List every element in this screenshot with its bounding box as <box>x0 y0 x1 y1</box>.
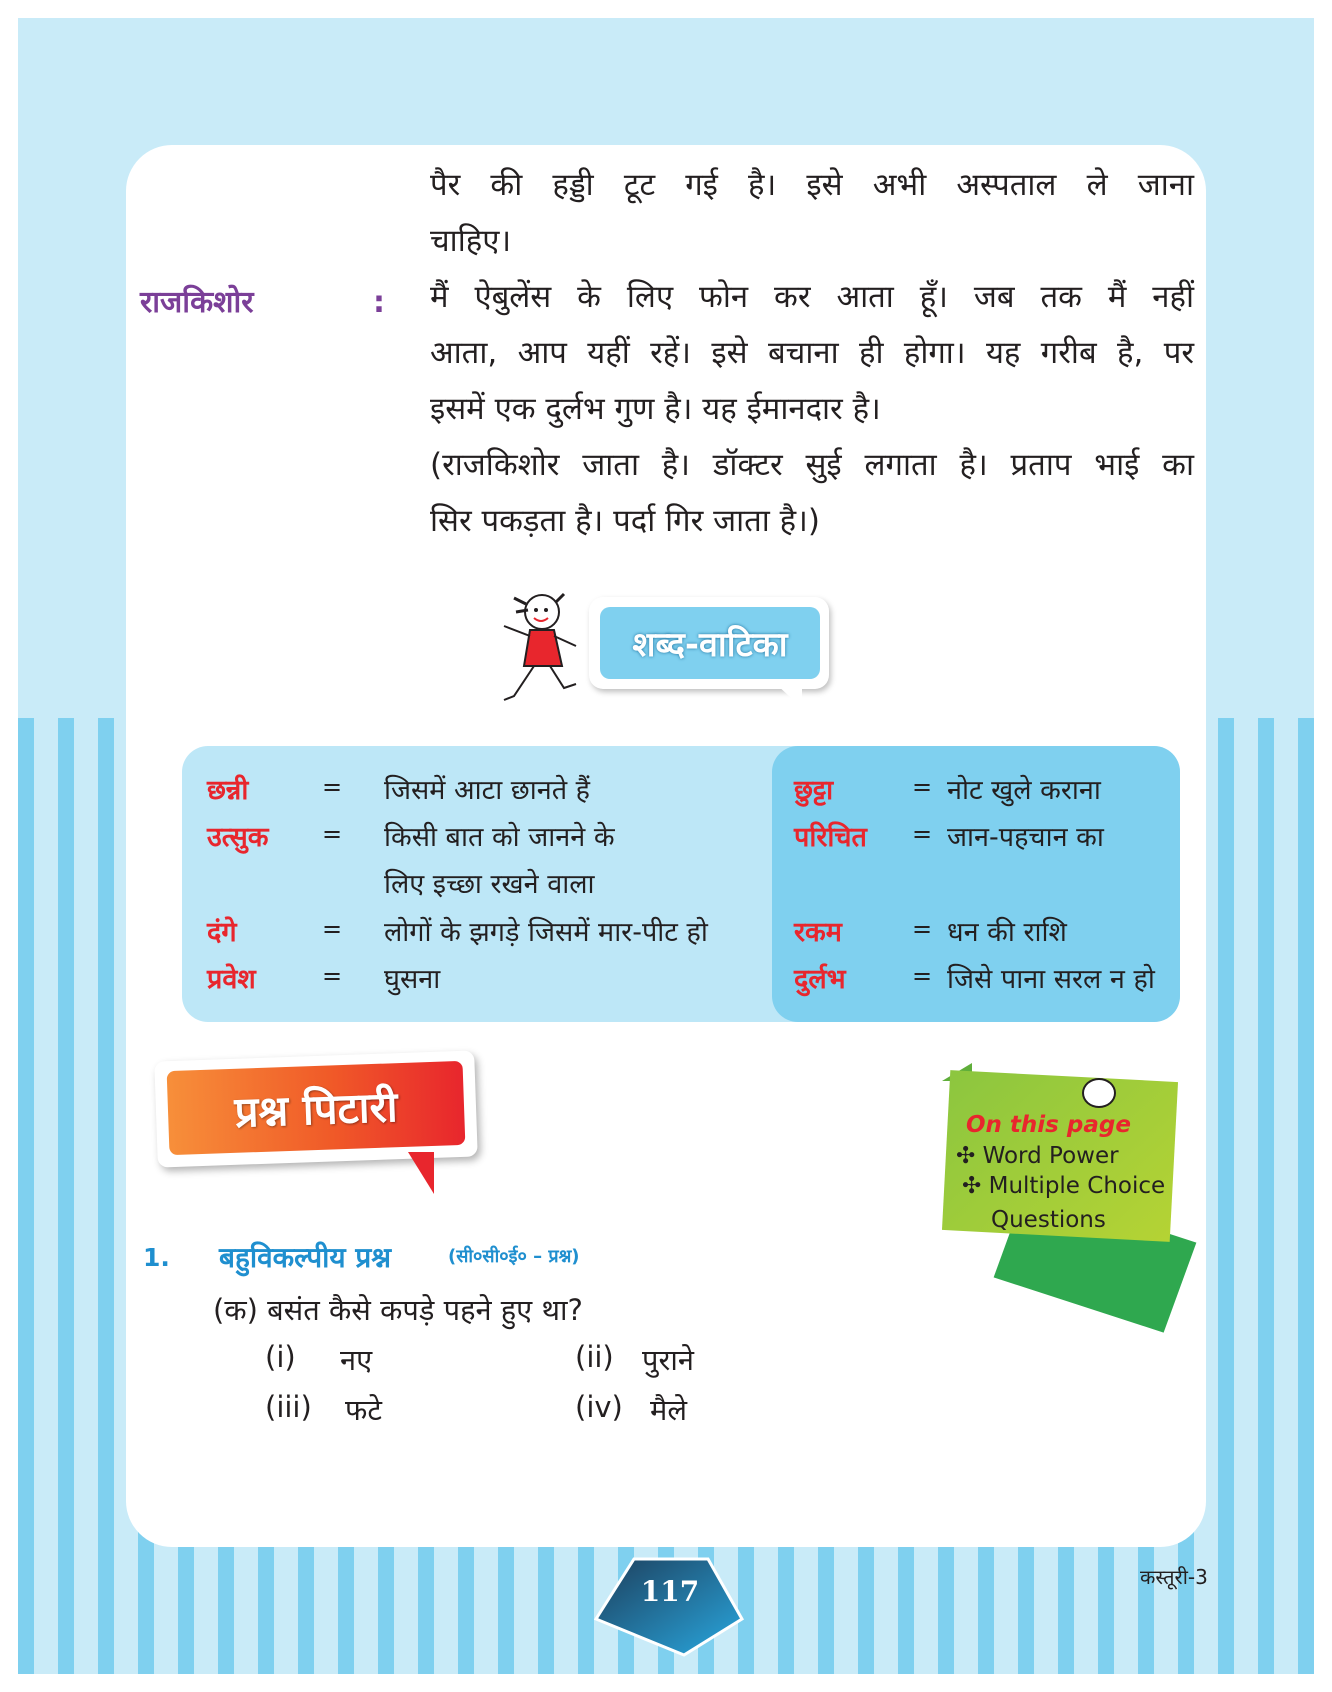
dialogue-line: (राजकिशोर जाता है। डॉक्टर सुई लगाता है। प्रताप भाई का <box>430 447 1194 483</box>
vocab-term: परिचित <box>794 822 867 853</box>
option-text: पुराने <box>642 1343 694 1377</box>
question-text: (क) बसंत कैसे कपड़े पहने हुए था? <box>213 1293 583 1327</box>
on-this-page-item: ✣ Word Power <box>956 1143 1119 1169</box>
dialogue-line: सिर पकड़ता है। पर्दा गिर जाता है।) <box>430 503 820 539</box>
on-this-page-item: ✣ Multiple Choice <box>962 1173 1166 1199</box>
vocab-definition: घुसना <box>384 964 441 995</box>
dialogue-line: चाहिए। <box>430 223 512 259</box>
vocab-term: छुट्टा <box>794 775 834 806</box>
option-label: (iv) <box>575 1390 623 1424</box>
option-label: (ii) <box>575 1340 614 1374</box>
vocab-definition: लोगों के झगड़े जिसमें मार-पीट हो <box>384 917 708 948</box>
word-garden-heading: शब्द-वाटिका <box>600 607 820 679</box>
option-text: नए <box>340 1343 373 1377</box>
question-tag: (सी०सी०ई० – प्रश्न) <box>448 1246 580 1267</box>
page-number: 117 <box>640 1575 700 1608</box>
word-garden-bubble-tail <box>776 684 802 708</box>
bullet-icon: ✣ <box>962 1173 982 1199</box>
speaker-colon: : <box>373 285 385 320</box>
vocab-definition: नोट खुले कराना <box>947 775 1101 806</box>
book-name: कस्तूरी-3 <box>1140 1565 1208 1589</box>
dialogue-line: इसमें एक दुर्लभ गुण है। यह ईमानदार है। <box>430 391 881 427</box>
question-box-tail <box>408 1152 434 1194</box>
vocab-equals: = <box>322 962 343 990</box>
vocab-definition: किसी बात को जानने के <box>384 822 615 853</box>
running-girl-illustration <box>484 588 594 708</box>
vocab-equals: = <box>912 820 933 848</box>
vocab-equals: = <box>322 773 343 801</box>
vocab-term: छन्नी <box>207 775 249 806</box>
option-label: (iii) <box>265 1390 312 1424</box>
vocab-equals: = <box>322 915 343 943</box>
option-text: मैले <box>650 1393 688 1427</box>
option-text: फटे <box>345 1393 382 1427</box>
vocab-equals: = <box>912 773 933 801</box>
dialogue-line: पैर की हड्डी टूट गई है। इसे अभी अस्पताल ले जाना <box>430 167 1194 203</box>
vocab-definition-cont: लिए इच्छा रखने वाला <box>384 869 595 900</box>
vocab-definition: जिसमें आटा छानते हैं <box>384 775 590 806</box>
question-box-heading: प्रश्न पिटारी <box>167 1061 466 1155</box>
vocab-term: प्रवेश <box>207 964 256 995</box>
vocab-definition: जिसे पाना सरल न हो <box>947 964 1155 995</box>
dialogue-line: आता, आप यहीं रहें। इसे बचाना ही होगा। यह गरीब है, पर <box>430 335 1194 371</box>
question-title: बहुविकल्पीय प्रश्न <box>219 1241 392 1274</box>
smiley-face-icon <box>1082 1078 1116 1108</box>
speaker-name: राजकिशोर <box>140 285 254 320</box>
vocabulary-table <box>182 746 1180 1022</box>
vocab-term: उत्सुक <box>207 822 269 853</box>
vocab-term: दुर्लभ <box>794 964 846 995</box>
vocab-equals: = <box>912 962 933 990</box>
vocab-equals: = <box>322 820 343 848</box>
question-number: 1. <box>143 1243 170 1272</box>
on-this-page-item: Questions <box>991 1207 1106 1233</box>
vocab-definition: धन की राशि <box>947 917 1067 948</box>
vocab-definition: जान-पहचान का <box>947 822 1104 853</box>
bullet-icon: ✣ <box>956 1143 976 1169</box>
vocab-equals: = <box>912 915 933 943</box>
dialogue-line: मैं ऐबुलेंस के लिए फोन कर आता हूँ। जब तक मैं नहीं <box>430 279 1194 315</box>
option-label: (i) <box>265 1340 296 1374</box>
vocab-term: रकम <box>794 917 842 948</box>
on-this-page-title: On this page <box>966 1112 1131 1138</box>
vocab-term: दंगे <box>207 917 237 948</box>
